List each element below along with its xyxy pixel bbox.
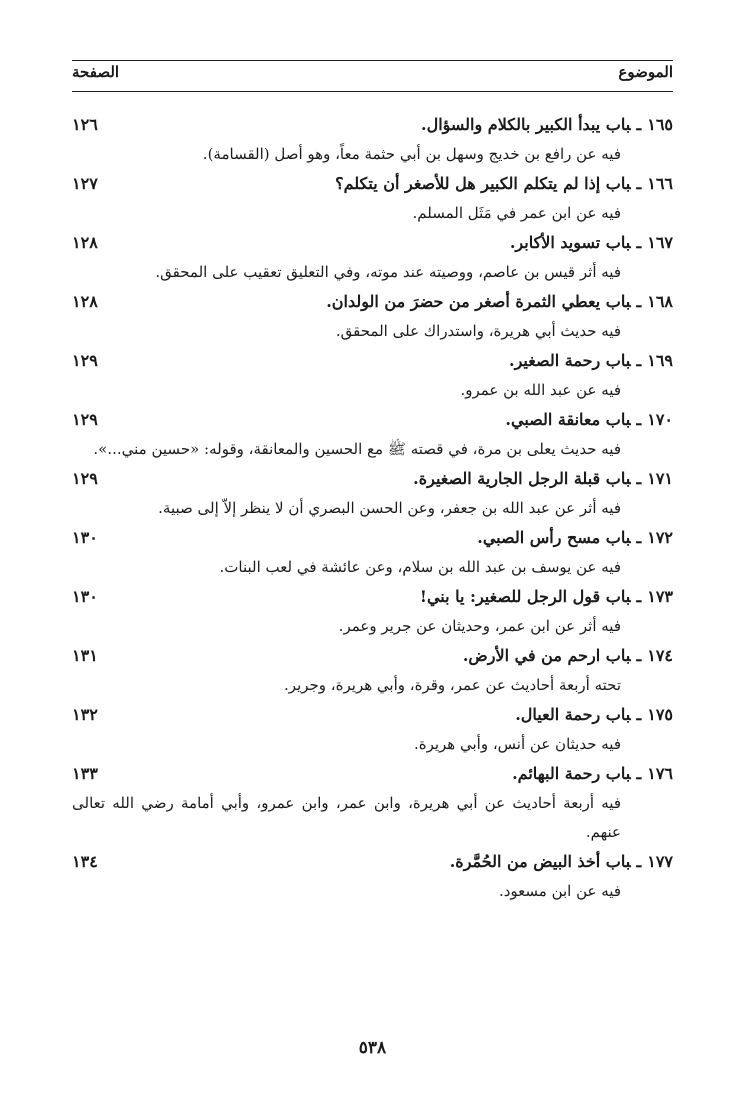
entry-description: فيه عن رافع بن خديج وسهل بن أبي حثمة معاً، وهو أصل (القسامة).: [202, 145, 621, 163]
contents-entry: [72, 405, 673, 464]
entry-dash: ـ: [636, 233, 642, 252]
entry-page: ١٢٨: [72, 292, 98, 311]
entry-title: باب إذا لم يتكلم الكبير هل للأصغر أن يتكلم؟: [335, 174, 631, 193]
entry-title-line: [72, 759, 673, 789]
contents-list: [72, 110, 673, 906]
entry-dash: ـ: [636, 292, 642, 311]
entry-title-line: [72, 346, 673, 376]
entry-page: ١٢٨: [72, 233, 98, 252]
entry-description: فيه حديث أبي هريرة، واستدراك على المحقق.: [335, 322, 621, 340]
entry-number: ١٧٣: [647, 587, 673, 606]
entry-title: باب قبلة الرجل الجارية الصغيرة.: [413, 469, 631, 488]
entry-title: باب يعطي الثمرة أصغر من حضرَ من الولدان.: [326, 292, 631, 311]
entry-page: ١٣٣: [72, 764, 98, 783]
entry-description: فيه أثر قيس بن عاصم، ووصيته عند موته، وفي التعليق تعقيب على المحقق.: [155, 263, 621, 281]
entry-description: فيه أربعة أحاديث عن أبي هريرة، وابن عمر، وابن عمرو، وأبي أمامة رضي الله تعالى عنهم.: [72, 794, 621, 841]
entry-dash: ـ: [636, 705, 642, 724]
entry-dash: ـ: [636, 587, 642, 606]
entry-title-line: [72, 847, 673, 877]
contents-entry: [72, 582, 673, 641]
page-column-heading: الصفحة: [72, 63, 120, 81]
entry-description: فيه عن ابن مسعود.: [498, 882, 621, 900]
entry-title-line: [72, 641, 673, 671]
entry-title-line: [72, 287, 673, 317]
entry-description: فيه أثر عن ابن عمر، وحديثان عن جرير وعمر.: [338, 617, 621, 635]
contents-entry: [72, 110, 673, 169]
contents-entry: [72, 228, 673, 287]
entry-description: فيه حديث يعلى بن مرة، في قصته ﷺ مع الحسين والمعانقة، وقوله: «حسين مني...».: [93, 440, 621, 458]
entry-title-line: [72, 582, 673, 612]
entry-description: تحته أربعة أحاديث عن عمر، وقرة، وأبي هريرة، وجرير.: [284, 676, 621, 694]
entry-title: باب مسح رأس الصبي.: [477, 528, 631, 547]
entry-number: ١٦٦: [647, 174, 673, 193]
contents-entry: [72, 464, 673, 523]
contents-entry: [72, 847, 673, 906]
entry-dash: ـ: [636, 410, 642, 429]
contents-entry: [72, 641, 673, 700]
entry-dash: ـ: [636, 469, 642, 488]
contents-entry: [72, 523, 673, 582]
entry-page: ١٣١: [72, 646, 98, 665]
entry-description: فيه عن ابن عمر في مَثَل المسلم.: [412, 204, 621, 222]
entry-dash: ـ: [636, 528, 642, 547]
entry-description: فيه عن عبد الله بن عمرو.: [460, 381, 621, 399]
entry-number: ١٧١: [647, 469, 673, 488]
entry-description: فيه حديثان عن أنس، وأبي هريرة.: [413, 735, 621, 753]
entry-dash: ـ: [636, 115, 642, 134]
contents-entry: [72, 287, 673, 346]
entry-page: ١٣٠: [72, 528, 98, 547]
entry-number: ١٦٨: [647, 292, 673, 311]
topic-column-heading: الموضوع: [618, 63, 673, 81]
table-header: [72, 60, 673, 92]
entry-page: ١٣٠: [72, 587, 98, 606]
entry-page: ١٢٧: [72, 174, 98, 193]
entry-description: فيه عن يوسف بن عبد الله بن سلام، وعن عائشة في لعب البنات.: [219, 558, 621, 576]
entry-title: باب رحمة الصغير.: [509, 351, 631, 370]
entry-title: باب رحمة العيال.: [515, 705, 631, 724]
entry-page: ١٣٢: [72, 705, 98, 724]
entry-number: ١٧٤: [647, 646, 673, 665]
contents-entry: [72, 169, 673, 228]
entry-title-line: [72, 700, 673, 730]
entry-title-line: [72, 464, 673, 494]
entry-number: ١٧٦: [647, 764, 673, 783]
entry-number: ١٦٧: [647, 233, 673, 252]
entry-dash: ـ: [636, 351, 642, 370]
entry-title-line: [72, 228, 673, 258]
entry-title: باب يبدأ الكبير بالكلام والسؤال.: [421, 115, 631, 134]
entry-number: ١٦٩: [647, 351, 673, 370]
contents-entry: [72, 346, 673, 405]
entry-title-line: [72, 523, 673, 553]
entry-title: باب معانقة الصبي.: [505, 410, 631, 429]
entry-page: ١٢٦: [72, 115, 98, 134]
entry-page: ١٢٩: [72, 469, 98, 488]
entry-number: ١٦٥: [647, 115, 673, 134]
entry-title: باب أخذ البيض من الحُمَّرة.: [449, 852, 631, 871]
entry-number: ١٧٧: [647, 852, 673, 871]
entry-dash: ـ: [636, 174, 642, 193]
entry-title-line: [72, 169, 673, 199]
entry-title-line: [72, 405, 673, 435]
entry-dash: ـ: [636, 852, 642, 871]
entry-title-line: [72, 110, 673, 140]
entry-description: فيه أثر عن عبد الله بن جعفر، وعن الحسن البصري أن لا ينظر إلاّ إلى صبية.: [158, 499, 621, 517]
entry-number: ١٧٢: [647, 528, 673, 547]
contents-entry: [72, 700, 673, 759]
entry-title: باب تسويد الأكابر.: [509, 233, 631, 252]
entry-page: ١٢٩: [72, 351, 98, 370]
entry-title: باب قول الرجل للصغير: يا بني!: [419, 587, 631, 606]
entry-number: ١٧٥: [647, 705, 673, 724]
page-number: ٥٣٨: [358, 1038, 387, 1058]
entry-dash: ـ: [636, 646, 642, 665]
entry-title: باب ارحم من في الأرض.: [462, 646, 631, 665]
contents-entry: [72, 759, 673, 847]
entry-page: ١٣٤: [72, 852, 98, 871]
entry-page: ١٢٩: [72, 410, 98, 429]
entry-number: ١٧٠: [647, 410, 673, 429]
entry-dash: ـ: [636, 764, 642, 783]
entry-title: باب رحمة البهائم.: [512, 764, 631, 783]
